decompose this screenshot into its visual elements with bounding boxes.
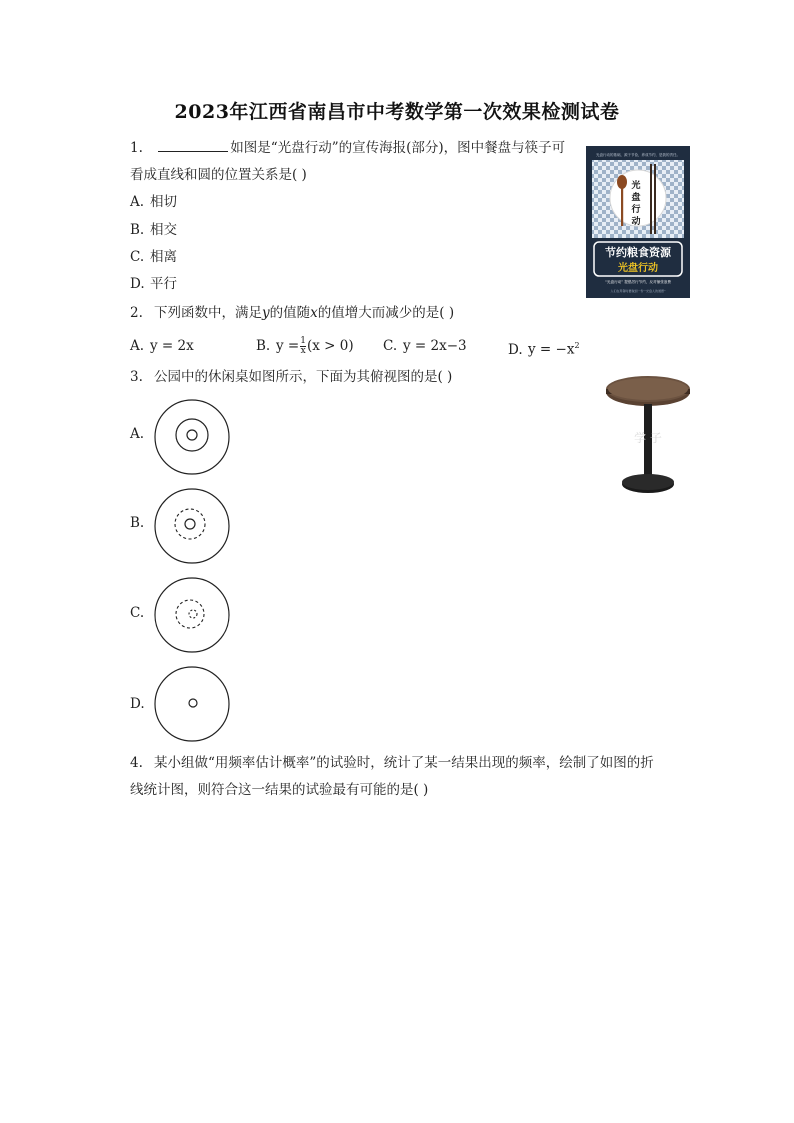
plate-text-2: 盘 bbox=[631, 193, 641, 203]
chopstick-2 bbox=[654, 164, 656, 234]
table-graphic bbox=[604, 376, 692, 498]
question-3-option-a-figure bbox=[152, 397, 232, 477]
question-2-option-a: A. y = 2x bbox=[130, 338, 194, 354]
question-1-line-1 bbox=[130, 138, 565, 158]
outer-circle bbox=[155, 489, 229, 563]
question-1-option-a: A. 相切 bbox=[130, 194, 177, 210]
banner-line-2: 光盘行动 bbox=[618, 263, 658, 274]
question-3-option-b-label: B. bbox=[130, 515, 145, 531]
variable-x: x bbox=[310, 305, 318, 321]
watermark-text: 学 子 bbox=[634, 431, 662, 445]
question-number: 4. bbox=[130, 755, 143, 771]
question-number: 3. bbox=[130, 369, 143, 385]
question-3-option-d-figure bbox=[152, 664, 232, 744]
chopstick-1 bbox=[650, 164, 652, 234]
dashed-circle bbox=[176, 600, 204, 628]
outer-circle bbox=[155, 400, 229, 474]
inner-circle bbox=[185, 519, 195, 529]
fraction: $\frac{1}{x}$ bbox=[300, 336, 306, 356]
poster-caption: “光盘行动” 提倡厉行节约，反对铺张浪费 bbox=[605, 280, 671, 284]
question-3-line: 3. 公园中的休闲桌如图所示，下面为其俯视图的是( ) bbox=[130, 369, 453, 385]
question-1-option-d: D. 平行 bbox=[130, 276, 177, 292]
banner-line-1: 节约粮食资源 bbox=[605, 246, 671, 259]
question-1-option-c: C. 相离 bbox=[130, 249, 177, 265]
poster-top-text: 光盘行动的基础，源于节俭，养成节约，是我的责任。 bbox=[596, 153, 680, 157]
plate-text-1: 光 bbox=[631, 181, 641, 191]
question-text: 如图是“光盘行动”的宣传海报(部分)，图中餐盘与筷子可 bbox=[230, 140, 566, 156]
question-1-option-b: B. 相交 bbox=[130, 222, 177, 238]
question-4-line-2: 线统计图，则符合这一结果的试验最有可能的是( ) bbox=[130, 782, 429, 798]
park-table-image bbox=[604, 376, 692, 498]
question-number: 2. bbox=[130, 305, 143, 321]
dashed-circle bbox=[175, 509, 205, 539]
question-3-option-c-label: C. bbox=[130, 605, 145, 621]
answer-blank bbox=[158, 138, 228, 152]
question-2-option-b: B. y = $\frac{1}{x}$ (x > 0) bbox=[256, 336, 354, 356]
question-2-option-c: C. y = 2x−3 bbox=[383, 338, 467, 354]
question-2-option-d: D. $y = -x^2$ bbox=[508, 341, 580, 358]
inner-circle bbox=[189, 699, 197, 707]
plate-text-3: 行 bbox=[631, 205, 641, 215]
poster-graphic bbox=[586, 146, 690, 298]
variable-y: y bbox=[262, 305, 270, 321]
poster-footer: 人们在用餐时要做到一份 “光盘人的道德” bbox=[610, 289, 666, 293]
inner-circle bbox=[187, 430, 197, 440]
question-3-option-d-label: D. bbox=[130, 696, 145, 712]
guangpan-poster-image bbox=[586, 146, 690, 298]
question-3-option-c-figure bbox=[152, 575, 232, 655]
outer-circle bbox=[155, 578, 229, 652]
spoon-handle bbox=[621, 188, 623, 226]
question-4-line-1: 4. 某小组做“用频率估计概率”的试验时，统计了某一结果出现的频率，绘制了如图的折 bbox=[130, 755, 654, 771]
dashed-inner-circle bbox=[189, 610, 197, 618]
question-2-line: 2. 下列函数中，满足y的值随x的值增大而减少的是( ) bbox=[130, 305, 455, 321]
question-3-option-a-label: A. bbox=[130, 426, 145, 442]
plate-text-4: 动 bbox=[631, 217, 641, 227]
page-title: 2023年江西省南昌市中考数学第一次效果检测试卷 bbox=[174, 101, 620, 123]
middle-circle bbox=[176, 419, 208, 451]
outer-circle bbox=[155, 667, 229, 741]
spoon-head bbox=[617, 175, 627, 189]
question-3-option-b-figure bbox=[152, 486, 232, 566]
question-1-line-2: 看成直线和圆的位置关系是( ) bbox=[130, 167, 307, 183]
question-number: 1. bbox=[130, 140, 143, 156]
